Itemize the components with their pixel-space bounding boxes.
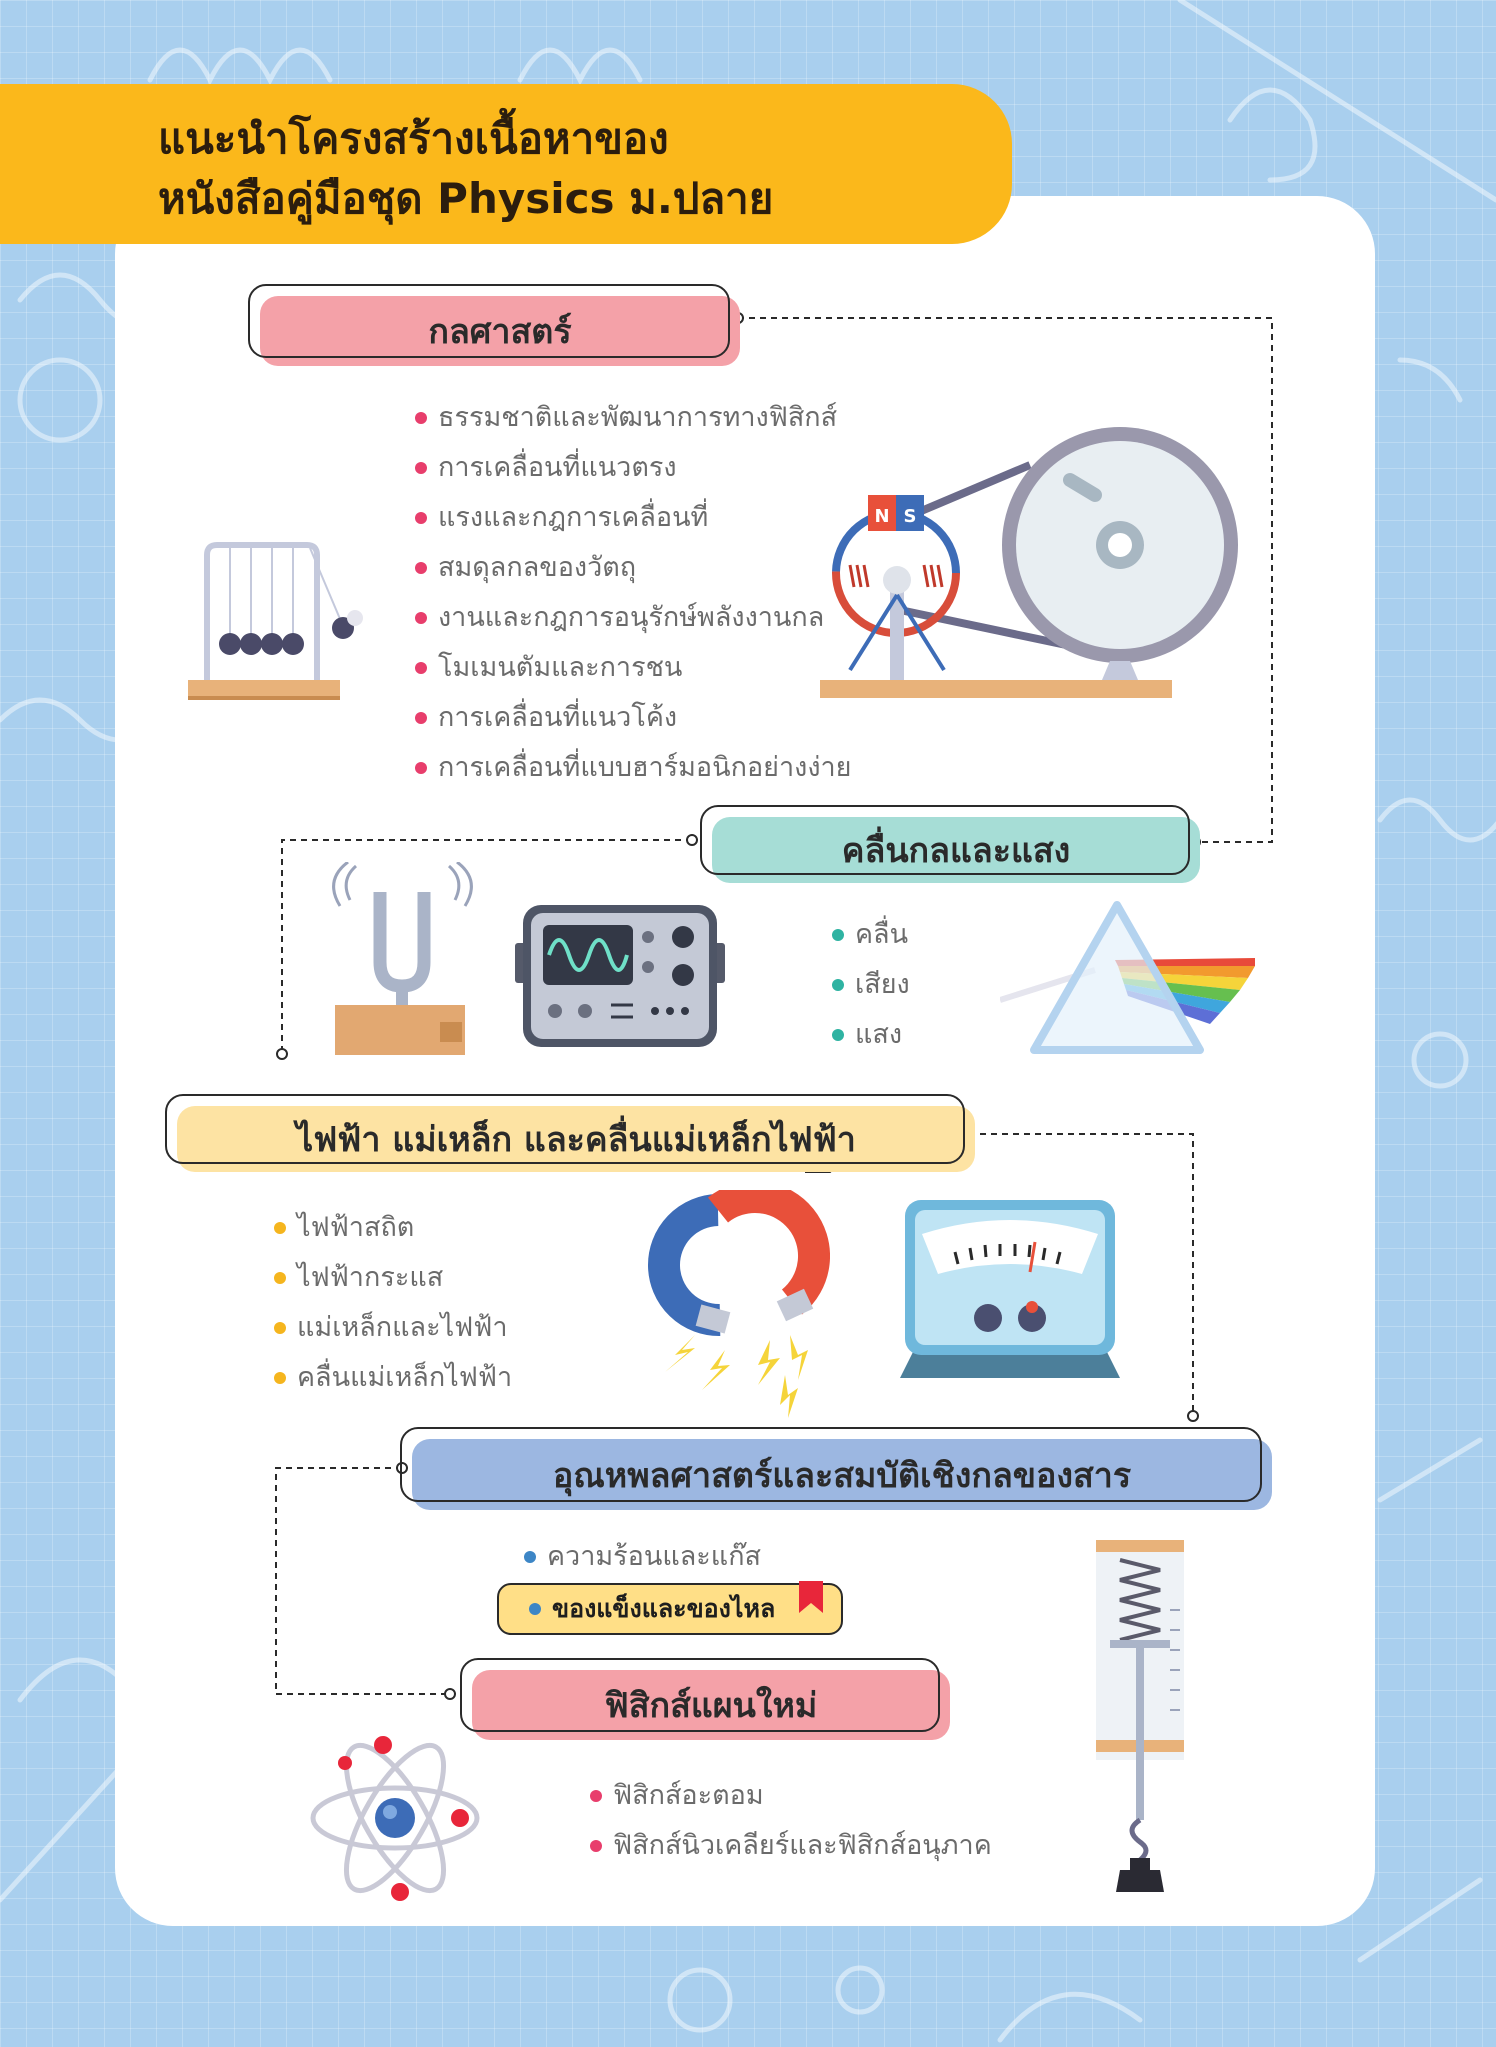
waves-topic-list bbox=[832, 910, 910, 1060]
bullet-dot bbox=[274, 1372, 286, 1384]
list-item: คลื่นแม่เหล็กไฟฟ้า bbox=[274, 1353, 512, 1403]
bullet-dot bbox=[274, 1222, 286, 1234]
bullet-dot bbox=[415, 712, 427, 724]
bullet-dot bbox=[415, 412, 427, 424]
list-item: ฟิสิกส์อะตอม bbox=[590, 1771, 992, 1821]
page-title-line-2: หนังสือคู่มือชุด Physics ม.ปลาย bbox=[158, 174, 774, 223]
bullet-dot bbox=[590, 1790, 602, 1802]
bullet-dot bbox=[274, 1272, 286, 1284]
list-item: แรงและกฎการเคลื่อนที่ bbox=[415, 493, 852, 543]
list-item: ไฟฟ้ากระแส bbox=[274, 1253, 512, 1303]
list-item: งานและกฎการอนุรักษ์พลังงานกล bbox=[415, 593, 852, 643]
bullet-dot bbox=[524, 1551, 536, 1563]
newtons-cradle-icon bbox=[185, 540, 365, 705]
modern-topic-list bbox=[590, 1771, 992, 1871]
list-item: ธรรมชาติและพัฒนาการทางฟิสิกส์ bbox=[415, 393, 852, 443]
mechanics-topic-list bbox=[415, 393, 852, 793]
magnet-pole-n: N bbox=[874, 506, 890, 527]
highlighted-topic-label: ของแข็งและของไหล bbox=[552, 1594, 776, 1623]
magnet-pole-s: S bbox=[903, 506, 917, 527]
page-title-line-1: แนะนำโครงสร้างเนื้อหาของ bbox=[158, 114, 669, 163]
section-modern-pill bbox=[460, 1658, 940, 1732]
galvanometer-icon bbox=[900, 1200, 1120, 1378]
bullet-dot bbox=[415, 462, 427, 474]
list-item: เสียง bbox=[832, 960, 910, 1010]
list-item: สมดุลกลของวัตถุ bbox=[415, 543, 852, 593]
section-waves-title: คลื่นกลและแสง bbox=[841, 831, 1071, 871]
bullet-dot bbox=[832, 1029, 844, 1041]
bullet-dot bbox=[415, 562, 427, 574]
atom-icon bbox=[305, 1730, 485, 1905]
bullet-dot bbox=[529, 1603, 541, 1615]
list-item: ความร้อนและแก๊ส bbox=[524, 1532, 761, 1582]
bookmark-icon bbox=[797, 1581, 825, 1615]
list-item: แสง bbox=[832, 1010, 910, 1060]
list-item: การเคลื่อนที่แนวตรง bbox=[415, 443, 852, 493]
oscilloscope-icon bbox=[515, 905, 725, 1050]
section-mechanics-title: กลศาสตร์ bbox=[428, 312, 572, 352]
bullet-dot bbox=[590, 1840, 602, 1852]
prism-icon bbox=[1000, 900, 1260, 1060]
thermo-topic-list bbox=[524, 1532, 761, 1582]
bullet-dot bbox=[274, 1322, 286, 1334]
bullet-dot bbox=[415, 612, 427, 624]
list-item: ฟิสิกส์นิวเคลียร์และฟิสิกส์อนุภาค bbox=[590, 1821, 992, 1871]
tuning-fork-icon bbox=[330, 862, 480, 1057]
dynamo-generator-icon bbox=[820, 425, 1240, 705]
spring-scale-icon bbox=[1090, 1540, 1190, 1898]
horseshoe-magnet-icon bbox=[630, 1190, 830, 1420]
bullet-dot bbox=[415, 762, 427, 774]
list-item: โมเมนตัมและการชน bbox=[415, 643, 852, 693]
bullet-dot bbox=[415, 512, 427, 524]
bullet-dot bbox=[832, 979, 844, 991]
list-item: การเคลื่อนที่แบบฮาร์มอนิกอย่างง่าย bbox=[415, 743, 852, 793]
list-item: การเคลื่อนที่แนวโค้ง bbox=[415, 693, 852, 743]
electricity-topic-list bbox=[274, 1203, 512, 1403]
section-electricity-title: ไฟฟ้า แม่เหล็ก และคลื่นแม่เหล็กไฟฟ้า bbox=[296, 1120, 856, 1160]
list-item: แม่เหล็กและไฟฟ้า bbox=[274, 1303, 512, 1353]
highlighted-topic bbox=[497, 1583, 843, 1635]
section-electricity-pill bbox=[165, 1094, 965, 1164]
bullet-dot bbox=[415, 662, 427, 674]
list-item: คลื่น bbox=[832, 910, 910, 960]
section-thermo-pill bbox=[400, 1427, 1262, 1502]
list-item: ไฟฟ้าสถิต bbox=[274, 1203, 512, 1253]
section-mechanics-pill bbox=[248, 284, 730, 358]
section-waves-pill bbox=[700, 805, 1190, 875]
section-thermo-title: อุณหพลศาสตร์และสมบัติเชิงกลของสาร bbox=[552, 1455, 1132, 1496]
bullet-dot bbox=[832, 929, 844, 941]
section-modern-title: ฟิสิกส์แผนใหม่ bbox=[604, 1686, 818, 1726]
